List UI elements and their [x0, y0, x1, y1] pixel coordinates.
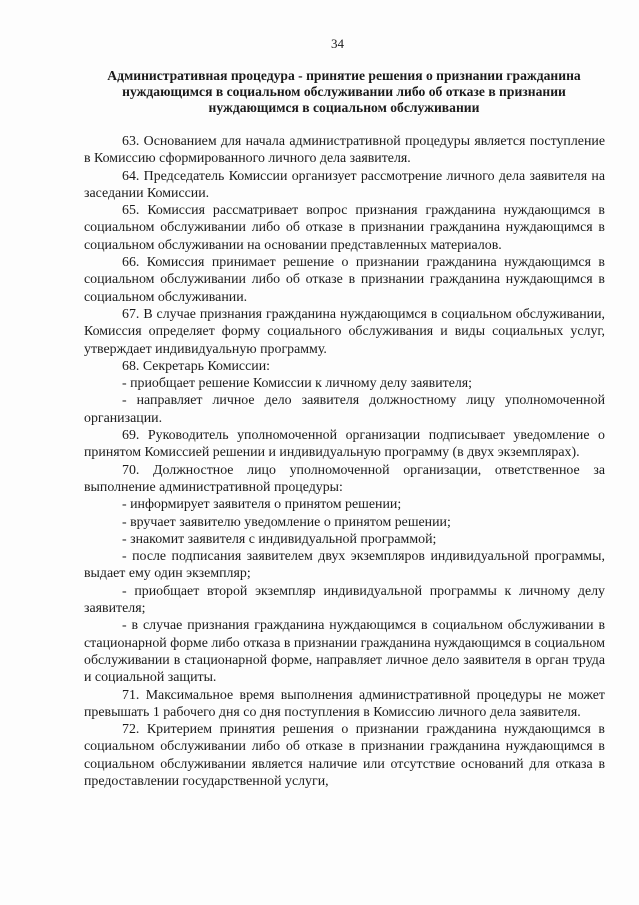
list-item: - вручает заявителю уведомление о принятом решении;	[122, 514, 451, 530]
paragraph-70: 70. Должностное лицо уполномоченной организации, ответственное за выполнение административной процедуры:	[84, 462, 605, 495]
section-title: Административная процедура - принятие решения о признании гражданина нуждающимся в социальном обслуживании либо об отказе в признании нуждающимся в социальном обслуживании	[107, 68, 581, 115]
paragraph-72: 72. Критерием принятия решения о признании гражданина нуждающимся в социальном обслуживании либо об отказе в признании гражданина нуждающимся в социальном обслуживании является наличие или отсутствие оснований для отказа в предоставлении государственной услуги,	[84, 722, 605, 789]
list-item: - приобщает второй экземпляр индивидуальной программы к личному делу заявителя;	[84, 583, 605, 617]
list-item: - знакомит заявителя с индивидуальной программой;	[122, 531, 437, 547]
paragraph-66: 66. Комиссия принимает решение о признании гражданина нуждающимся в социальном обслуживании либо об отказе в признании гражданина нуждающимся в социальном обслуживании.	[84, 255, 605, 305]
paragraph-69: 69. Руководитель уполномоченной организации подписывает уведомление о принятом Комиссией решении и индивидуальную программу (в двух экземплярах).	[84, 428, 605, 461]
list-item: - направляет личное дело заявителя должностному лицу уполномоченной организации.	[84, 393, 605, 426]
paragraph-67: 67. В случае признания гражданина нуждающимся в социальном обслуживании, Комиссия определяет форму социального обслуживания и виды социальных услуг, утверждает индивидуальную программу.	[84, 306, 605, 357]
list-item: - информирует заявителя о принятом решении;	[122, 497, 402, 513]
list-item: - после подписания заявителем двух экземпляров индивидуальной программы, выдает ему один экземпляр;	[84, 549, 605, 582]
paragraph-63: 63. Основанием для начала административной процедуры является поступление в Комиссию сформированного личного дела заявителя.	[84, 134, 605, 167]
paragraph-65: 65. Комиссия рассматривает вопрос признания гражданина нуждающимся в социальном обслуживании либо об отказе в признании гражданина нуждающимся в социальном обслуживании на основании представленных материалов.	[84, 203, 605, 253]
paragraph-64: 64. Председатель Комиссии организует рассмотрение личного дела заявителя на заседании Комиссии.	[84, 168, 605, 201]
paragraph-71: 71. Максимальное время выполнения административной процедуры не может превышать 1 рабочего дня со дня поступления в Комиссию личного дела заявителя.	[84, 687, 605, 720]
document-body	[84, 133, 605, 790]
paragraph-68: 68. Секретарь Комиссии:	[122, 358, 270, 374]
list-item: - приобщает решение Комиссии к личному делу заявителя;	[122, 376, 473, 392]
page-number: 34	[331, 36, 344, 51]
list-item: - в случае признания гражданина нуждающимся в социальном обслуживании в стационарной форме либо отказа в признании гражданина нуждающимся в социальном обслуживании в стационарной форме, направляет личное дело заявителя в орган труда и социальной защиты.	[84, 618, 605, 686]
